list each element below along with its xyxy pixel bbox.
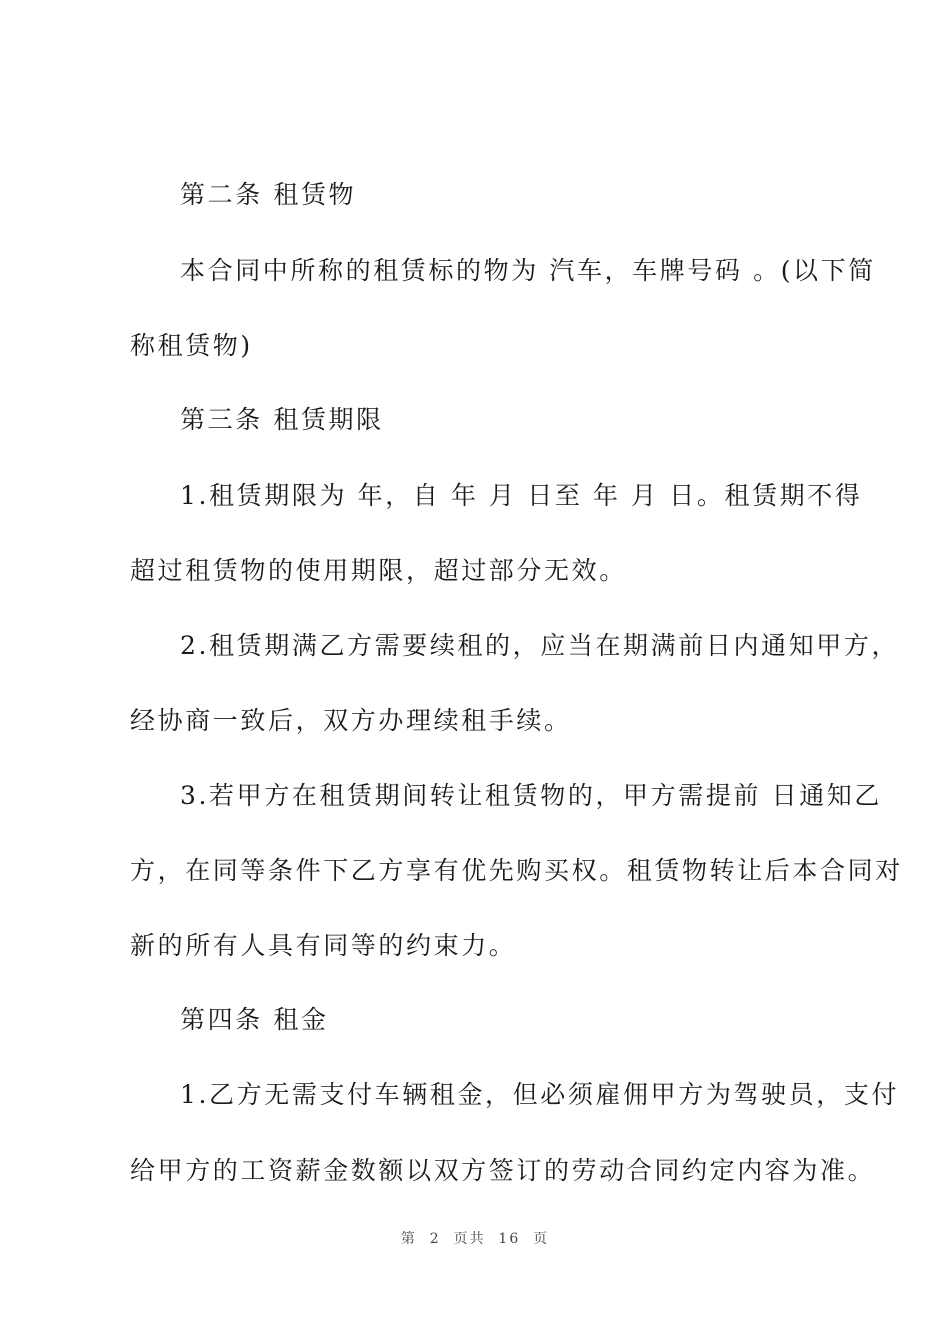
article-3-item-2-line: 2.租赁期满乙方需要续租的，应当在期满前日内通知甲方，	[180, 631, 900, 660]
article-2-paragraph-line: 称租赁物)	[130, 331, 253, 360]
article-3-heading: 第三条 租赁期限	[180, 405, 384, 434]
article-3-item-2-line: 经协商一致后，双方办理续租手续。	[130, 706, 572, 735]
page-number-footer: 第 2 页共 16 页	[400, 1231, 550, 1247]
article-3-item-3-line: 3.若甲方在租赁期间转让租赁物的，甲方需提前 日通知乙	[180, 781, 883, 810]
article-3-item-3-line: 新的所有人具有同等的约束力。	[130, 931, 517, 960]
article-3-item-1-line: 1.租赁期限为 年，自 年 月 日至 年 月 日。租赁期不得	[180, 481, 863, 510]
article-4-item-1-line: 1.乙方无需支付车辆租金，但必须雇佣甲方为驾驶员，支付	[180, 1080, 900, 1109]
article-2-paragraph-line: 本合同中所称的租赁标的物为 汽车，车牌号码 。(以下简	[180, 256, 876, 285]
article-4-heading: 第四条 租金	[180, 1005, 329, 1034]
article-2-heading: 第二条 租赁物	[180, 180, 357, 209]
article-3-item-1-line: 超过租赁物的使用期限，超过部分无效。	[130, 556, 627, 585]
article-4-item-1-line: 给甲方的工资薪金数额以双方签订的劳动合同约定内容为准。	[130, 1156, 876, 1185]
article-3-item-3-line: 方，在同等条件下乙方享有优先购买权。租赁物转让后本合同对	[130, 856, 903, 885]
